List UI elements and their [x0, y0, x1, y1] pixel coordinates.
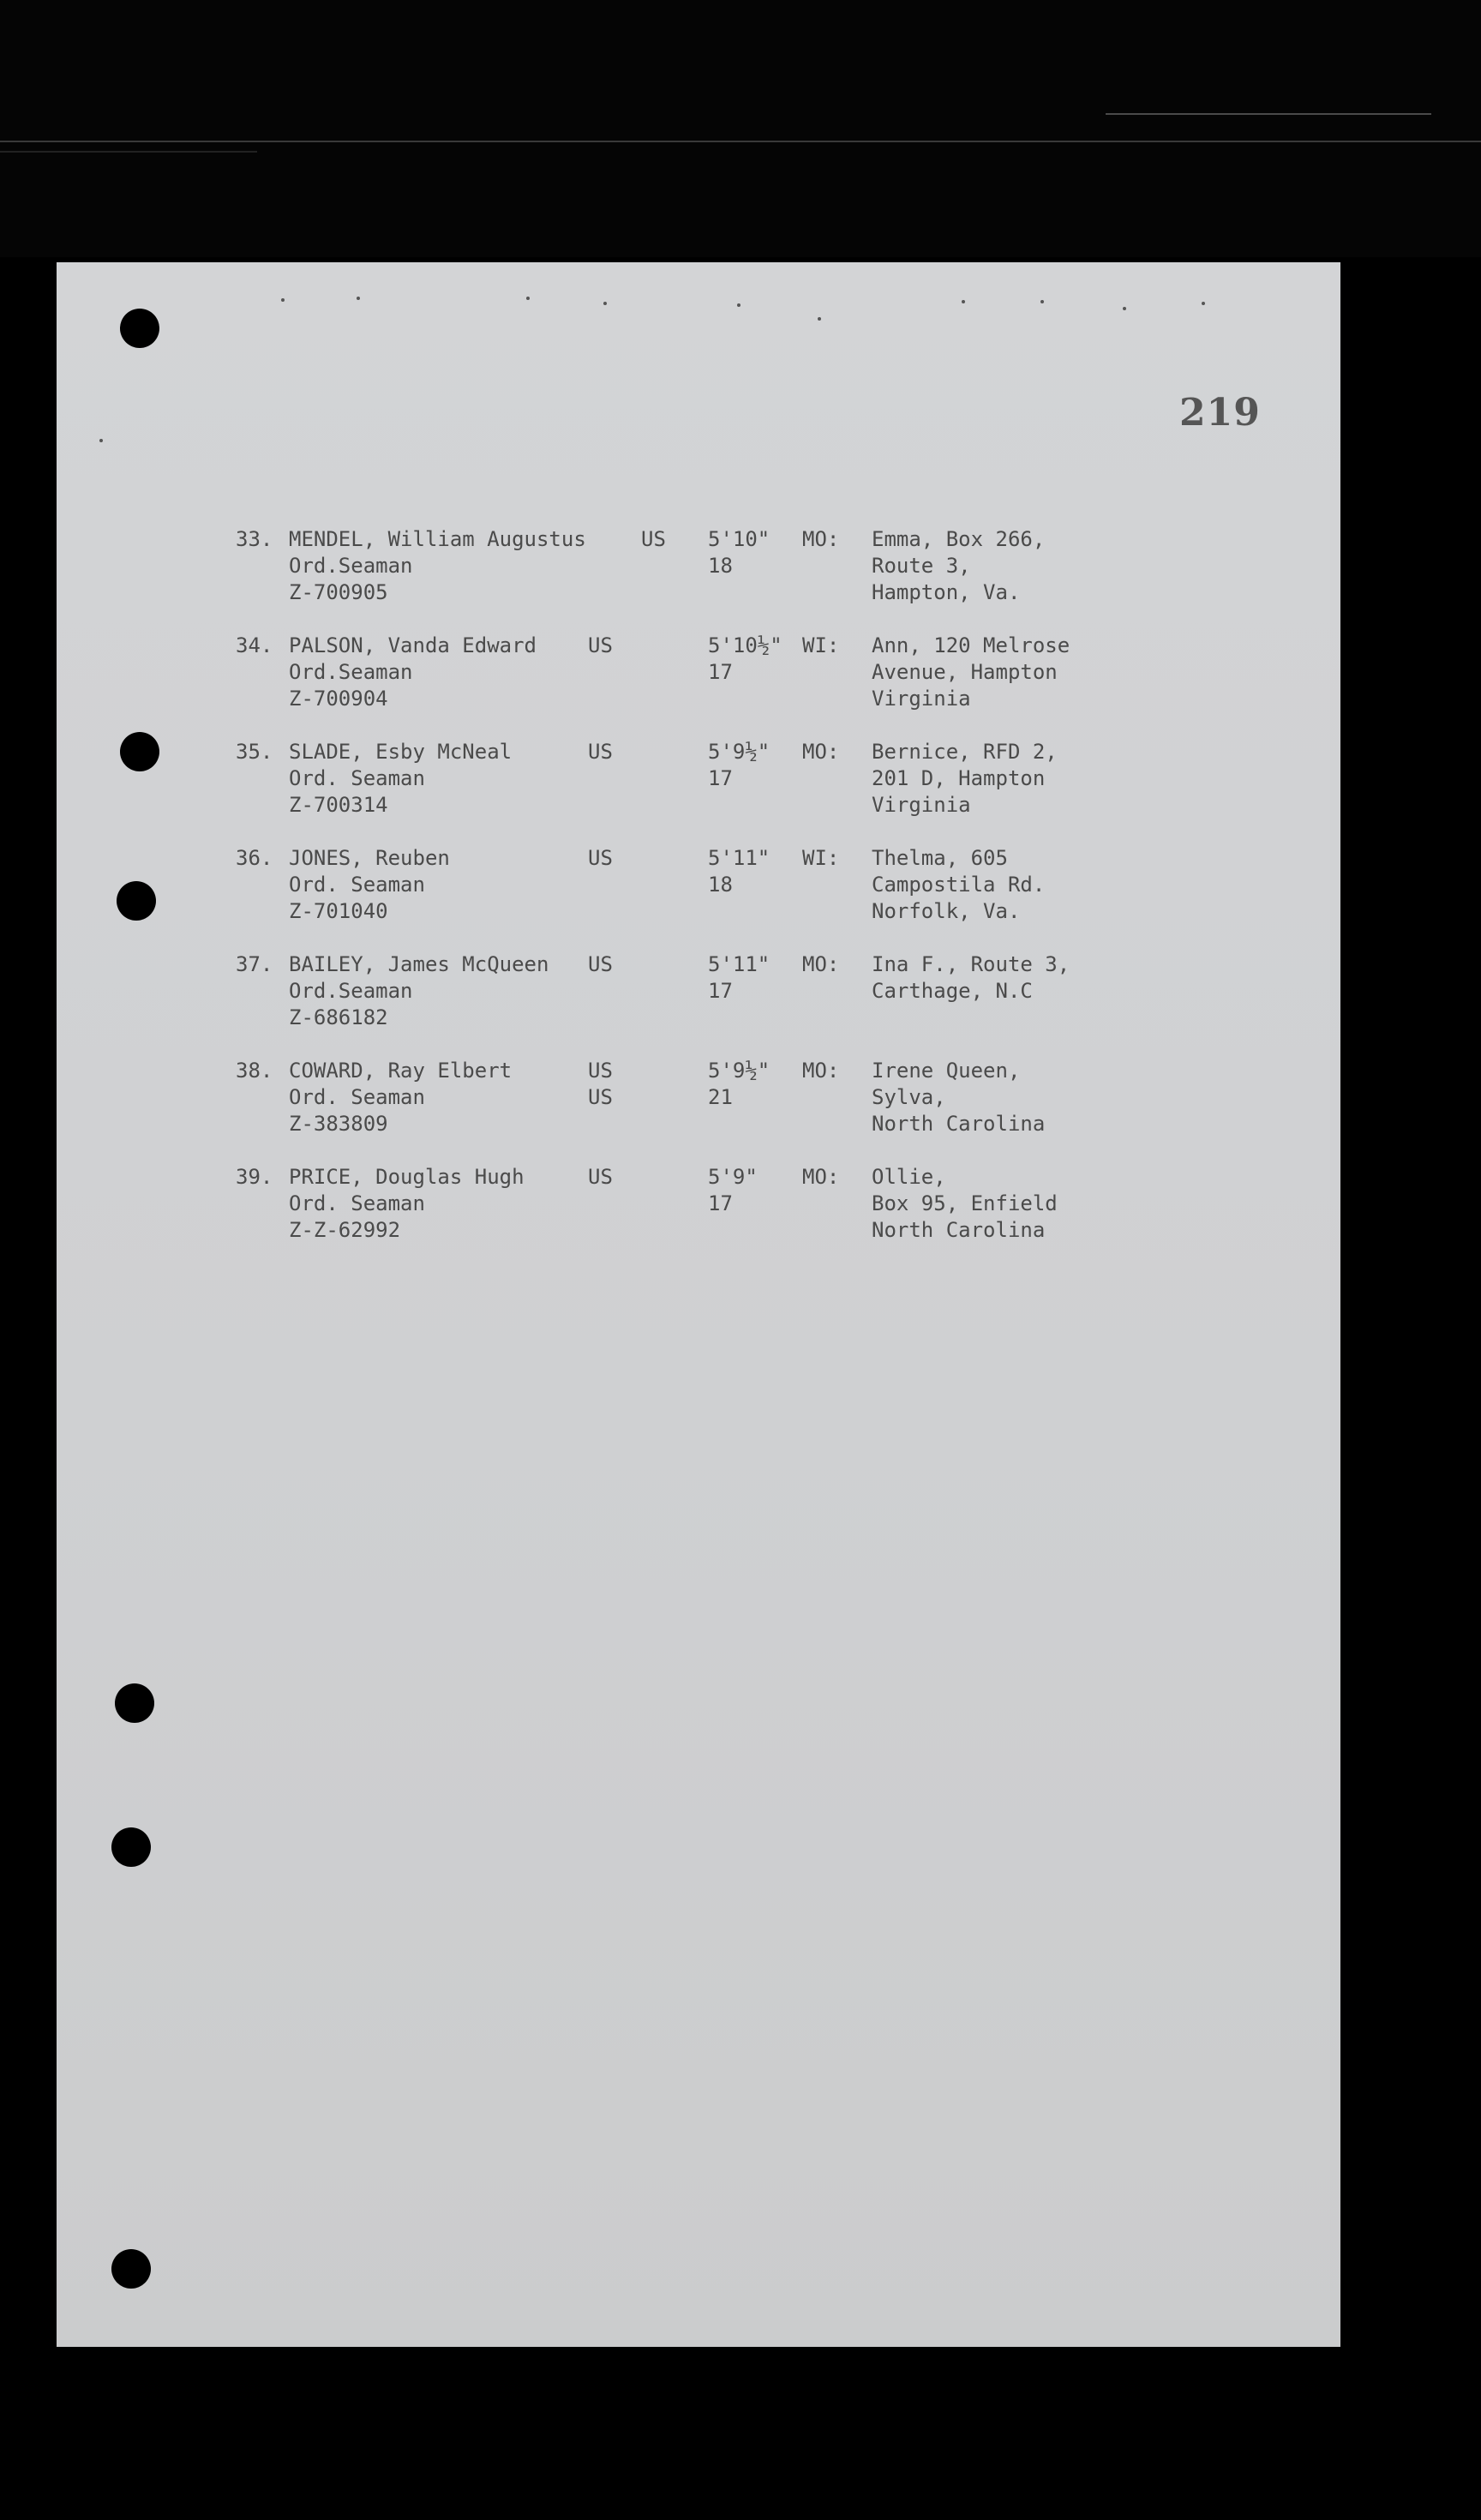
speck [357, 297, 360, 300]
crew-entry [0, 845, 1481, 931]
speck [1123, 307, 1126, 310]
crew-entry [0, 633, 1481, 718]
address-line-3: North Carolina [872, 1112, 1046, 1136]
crew-name: SLADE, Esby McNeal [289, 740, 513, 764]
punch-hole [115, 1683, 154, 1723]
speck [99, 439, 103, 442]
film-scratch [0, 151, 257, 153]
height: 5'9" [708, 1165, 758, 1189]
entry-number: 37. [236, 952, 273, 976]
address-line-3: Virginia [872, 687, 971, 711]
address-line-2: 201 D, Hampton [872, 766, 1046, 790]
crew-rating: Ord.Seaman [289, 979, 413, 1003]
height: 5'9½" [708, 740, 770, 764]
crew-name: COWARD, Ray Elbert [289, 1059, 513, 1083]
age: 18 [708, 554, 733, 578]
next-of-kin-relation: MO: [802, 527, 840, 551]
next-of-kin-relation: MO: [802, 1165, 840, 1189]
height: 5'10½" [708, 633, 782, 657]
crew-rating: Ord. Seaman [289, 1085, 425, 1109]
speck [1202, 302, 1205, 305]
nationality: US [588, 1059, 613, 1083]
address-line-1: Irene Queen, [872, 1059, 1021, 1083]
speck [962, 300, 965, 303]
crew-entry [0, 951, 1481, 1037]
speck [526, 297, 530, 300]
address-line-1: Ann, 120 Melrose [872, 633, 1070, 657]
address-line-2: Sylva, [872, 1085, 946, 1109]
service-number: Z-701040 [289, 899, 388, 923]
age: 17 [708, 766, 733, 790]
next-of-kin-relation: MO: [802, 952, 840, 976]
crew-name: PRICE, Douglas Hugh [289, 1165, 525, 1189]
nationality-second: US [588, 1085, 613, 1109]
age: 17 [708, 660, 733, 684]
crew-rating: Ord.Seaman [289, 554, 413, 578]
service-number: Z-700905 [289, 580, 388, 604]
age: 18 [708, 873, 733, 897]
address-line-3: Norfolk, Va. [872, 899, 1021, 923]
crew-name: PALSON, Vanda Edward [289, 633, 537, 657]
service-number: Z-686182 [289, 1005, 388, 1029]
punch-hole [111, 2249, 151, 2289]
crew-entry [0, 1058, 1481, 1143]
address-line-2: Campostila Rd. [872, 873, 1046, 897]
crew-rating: Ord.Seaman [289, 660, 413, 684]
entry-number: 35. [236, 740, 273, 764]
address-line-1: Emma, Box 266, [872, 527, 1046, 551]
speck [1040, 300, 1044, 303]
speck [603, 302, 607, 305]
next-of-kin-relation: MO: [802, 740, 840, 764]
address-line-2: Carthage, N.C [872, 979, 1033, 1003]
speck [281, 298, 285, 302]
address-line-1: Thelma, 605 [872, 846, 1008, 870]
address-line-1: Ina F., Route 3, [872, 952, 1070, 976]
service-number: Z-700904 [289, 687, 388, 711]
nationality: US [588, 633, 613, 657]
next-of-kin-relation: MO: [802, 1059, 840, 1083]
age: 17 [708, 1191, 733, 1215]
age: 17 [708, 979, 733, 1003]
speck [818, 317, 821, 321]
height: 5'9½" [708, 1059, 770, 1083]
crew-entry [0, 526, 1481, 612]
address-line-1: Bernice, RFD 2, [872, 740, 1058, 764]
film-scratch [1106, 113, 1431, 115]
entry-number: 39. [236, 1165, 273, 1189]
crew-rating: Ord. Seaman [289, 766, 425, 790]
height: 5'11" [708, 952, 770, 976]
punch-hole [120, 309, 159, 348]
address-line-2: Avenue, Hampton [872, 660, 1058, 684]
entry-number: 38. [236, 1059, 273, 1083]
nationality: US [588, 952, 613, 976]
age: 21 [708, 1085, 733, 1109]
punch-hole [111, 1827, 151, 1867]
address-line-2: Box 95, Enfield [872, 1191, 1058, 1215]
speck [737, 303, 740, 307]
crew-rating: Ord. Seaman [289, 1191, 425, 1215]
nationality: US [588, 740, 613, 764]
address-line-3: Virginia [872, 793, 971, 817]
crew-name: MENDEL, William Augustus [289, 527, 586, 551]
entry-number: 36. [236, 846, 273, 870]
address-line-1: Ollie, [872, 1165, 946, 1189]
crew-name: JONES, Reuben [289, 846, 450, 870]
service-number: Z-Z-62992 [289, 1218, 401, 1242]
page-number: 219 [1179, 391, 1261, 435]
nationality: US [641, 527, 666, 551]
height: 5'10" [708, 527, 770, 551]
next-of-kin-relation: WI: [802, 846, 840, 870]
nationality: US [588, 1165, 613, 1189]
height: 5'11" [708, 846, 770, 870]
entry-number: 34. [236, 633, 273, 657]
address-line-3: Hampton, Va. [872, 580, 1021, 604]
service-number: Z-700314 [289, 793, 388, 817]
crew-entry [0, 739, 1481, 825]
film-scratch [0, 141, 1481, 142]
crew-name: BAILEY, James McQueen [289, 952, 549, 976]
next-of-kin-relation: WI: [802, 633, 840, 657]
address-line-2: Route 3, [872, 554, 971, 578]
address-line-3: North Carolina [872, 1218, 1046, 1242]
crew-rating: Ord. Seaman [289, 873, 425, 897]
service-number: Z-383809 [289, 1112, 388, 1136]
crew-entry [0, 1164, 1481, 1250]
microfilm-border [0, 0, 1481, 257]
nationality: US [588, 846, 613, 870]
entry-number: 33. [236, 527, 273, 551]
